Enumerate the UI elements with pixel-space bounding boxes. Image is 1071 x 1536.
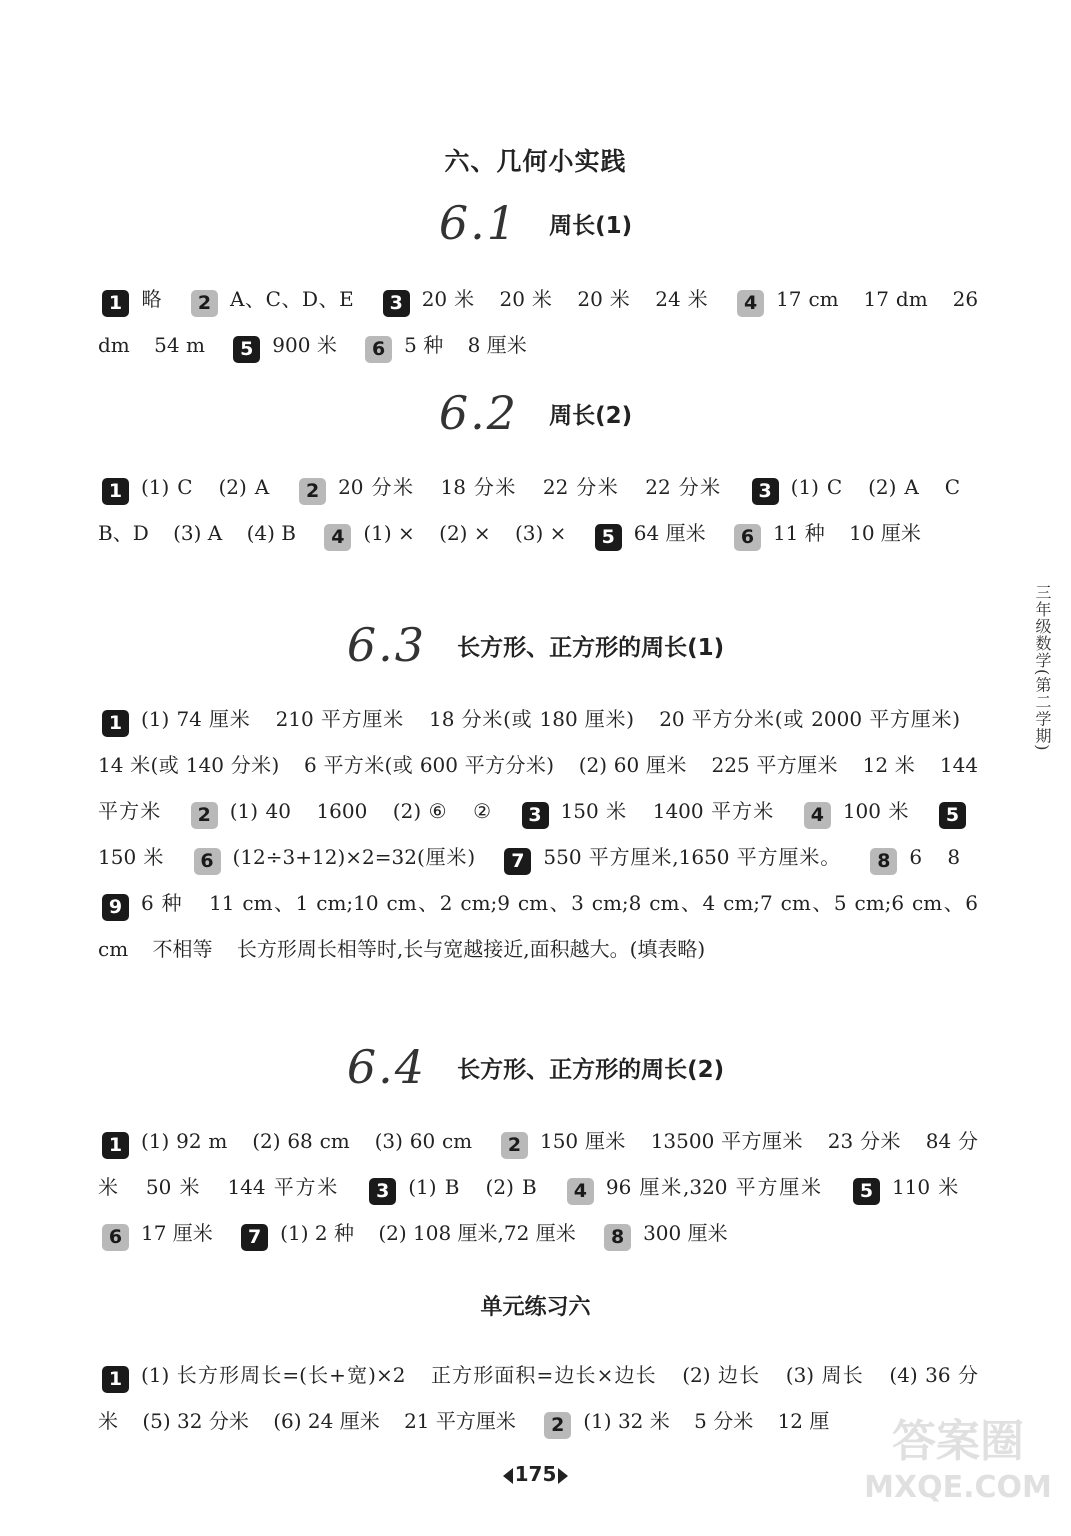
- answer-text: 23 分米: [827, 1129, 901, 1153]
- question-number-badge: 5: [595, 524, 622, 551]
- question-number-badge: 1: [102, 1366, 129, 1393]
- question-number-badge: 3: [369, 1178, 396, 1205]
- answer-text: 17 厘米: [141, 1221, 213, 1245]
- answer-text: 900 米: [272, 333, 337, 357]
- question-number-badge: 6: [734, 524, 761, 551]
- answer-text: 1400 平方米: [652, 799, 775, 823]
- answer-text: 14 米(或 140 分米): [98, 753, 280, 777]
- answer-text: 6 种: [141, 891, 184, 915]
- answer-text: 略: [141, 287, 163, 311]
- answer-text: 64 厘米: [633, 521, 706, 545]
- answer-text: 12 厘: [777, 1409, 830, 1433]
- question-number-badge: 5: [939, 802, 966, 829]
- section-heading-6-3: [0, 618, 1071, 672]
- question-number-badge: 1: [102, 710, 129, 737]
- question-item: [518, 799, 800, 826]
- answer-text: 20 平方分米(或 2000 平方厘米): [659, 707, 960, 731]
- answer-text: 长方形周长相等时,长与宽越接近,面积越大。(填表略): [236, 937, 706, 961]
- question-number-badge: 4: [567, 1178, 594, 1205]
- page-number-text: 175: [514, 1462, 557, 1486]
- answer-text: (1) ×: [363, 521, 415, 545]
- answer-text: 50 米: [145, 1175, 202, 1199]
- answer-text: 12 米: [862, 753, 916, 777]
- question-item: [591, 521, 730, 548]
- question-number-badge: 1: [102, 290, 129, 317]
- answer-text: 84 分米: [98, 1129, 978, 1199]
- question-item: [237, 1221, 600, 1248]
- answer-text: 20 米: [499, 287, 553, 311]
- triangle-right-icon: [558, 1468, 568, 1484]
- question-item: [295, 475, 748, 502]
- question-number-badge: 3: [383, 290, 410, 317]
- answer-text: 24 米: [655, 287, 709, 311]
- question-number-badge: 7: [504, 848, 531, 875]
- question-item: [98, 475, 295, 502]
- answer-text: (1) 32 米: [583, 1409, 670, 1433]
- watermark-line-1: 答案圈: [892, 1416, 1024, 1467]
- question-item: [98, 287, 187, 314]
- answer-text: 150 厘米: [539, 1129, 626, 1153]
- question-number-badge: 8: [604, 1224, 631, 1251]
- section-title: 长方形、正方形的周长(2): [457, 1056, 725, 1083]
- answer-text: 21 平方厘米: [404, 1409, 516, 1433]
- unit-practice-title: 单元练习六: [480, 1295, 591, 1320]
- answer-text: 110 米: [891, 1175, 961, 1199]
- answer-text: 8: [947, 845, 961, 869]
- answer-text: 10 厘米: [849, 521, 921, 545]
- answer-text: 300 厘米: [643, 1221, 728, 1245]
- answer-text: (1) 2 种: [280, 1221, 354, 1245]
- section-heading-6-2: [0, 386, 1071, 440]
- answer-text: 20 米: [577, 287, 631, 311]
- section-title: 周长(1): [549, 212, 633, 239]
- question-item: [320, 521, 590, 548]
- answer-text: 20 米: [421, 287, 475, 311]
- answer-text: (1) C: [141, 475, 193, 499]
- answer-text: 17 cm: [776, 287, 839, 311]
- question-number-badge: 9: [102, 894, 129, 921]
- answer-text: C: [944, 475, 961, 499]
- question-number-badge: 3: [752, 478, 779, 505]
- question-number-badge: 2: [191, 290, 218, 317]
- answer-text: B、D: [98, 521, 149, 545]
- answer-text: 22 分米: [645, 475, 722, 499]
- answer-text: (12÷3+12)×2=32(厘米): [232, 845, 476, 869]
- section-number: 6.2: [438, 386, 519, 440]
- question-item: [187, 287, 379, 314]
- answer-text: (2) 边长: [682, 1363, 761, 1387]
- answer-text: (5) 32 分米: [142, 1409, 249, 1433]
- section-number: 6.3: [346, 618, 427, 672]
- watermark-line-2: MXQE.COM: [864, 1470, 1052, 1505]
- answer-text: 18 分米(或 180 厘米): [429, 707, 635, 731]
- answer-text: (3) 60 cm: [374, 1129, 473, 1153]
- answer-text: 8 厘米: [467, 333, 527, 357]
- answer-text: 11 种: [772, 521, 825, 545]
- watermark: [863, 1414, 1053, 1524]
- section-title: 长方形、正方形的周长(1): [457, 634, 725, 661]
- question-number-badge: 3: [522, 802, 549, 829]
- answer-text: 13500 平方厘米: [650, 1129, 803, 1153]
- answer-text: 96 厘米,320 平方厘米: [605, 1175, 823, 1199]
- question-number-badge: 1: [102, 1132, 129, 1159]
- question-number-badge: 1: [102, 478, 129, 505]
- question-number-badge: 7: [241, 1224, 268, 1251]
- answer-text: 225 平方厘米: [711, 753, 838, 777]
- section-heading-6-1: [0, 196, 1071, 250]
- answer-text: 54 m: [154, 333, 205, 357]
- answer-text: (4) 36 分米: [98, 1363, 979, 1433]
- answer-text: (3) 周长: [785, 1363, 864, 1387]
- question-number-badge: 4: [804, 802, 831, 829]
- section-answers-6-1: [98, 276, 978, 368]
- answer-text: A、C、D、E: [230, 287, 354, 311]
- question-item: [849, 1175, 978, 1202]
- question-number-badge: 6: [102, 1224, 129, 1251]
- question-number-badge: 4: [737, 290, 764, 317]
- answer-text: 5 种: [404, 333, 444, 357]
- question-item: [361, 333, 545, 360]
- question-number-badge: 5: [233, 336, 260, 363]
- answer-text: 17 dm: [863, 287, 928, 311]
- section-heading-6-4: [0, 1040, 1071, 1094]
- question-item: [500, 845, 866, 872]
- answer-text: 6: [909, 845, 923, 869]
- answer-text: (1) B: [408, 1175, 460, 1199]
- question-item: [190, 845, 501, 872]
- triangle-left-icon: [503, 1468, 513, 1484]
- answer-text: (1) 92 m: [141, 1129, 228, 1153]
- answer-text: (2) 108 厘米,72 厘米: [378, 1221, 576, 1245]
- answer-text: 11 cm、1 cm;10 cm、2 cm;9 cm、3 cm;8 cm、4 cm;7 cm、5 cm;6 cm、6 cm: [98, 891, 978, 961]
- answer-text: (1) 40: [229, 799, 291, 823]
- answer-text: 150 米: [98, 845, 165, 869]
- answer-text: 144 平方米: [98, 753, 979, 823]
- question-number-badge: 2: [544, 1412, 571, 1439]
- section-number: 6.4: [346, 1040, 427, 1094]
- answer-text: 5 分米: [694, 1409, 754, 1433]
- answer-text: 550 平方厘米,1650 平方厘米。: [543, 845, 842, 869]
- question-item: [187, 799, 518, 826]
- question-number-badge: 2: [501, 1132, 528, 1159]
- question-item: [600, 1221, 746, 1248]
- section-answers-6-4: [98, 1118, 978, 1256]
- section-answers-6-3: [98, 696, 978, 972]
- answer-text: (2) 60 厘米: [578, 753, 687, 777]
- answer-text: 18 分米: [440, 475, 517, 499]
- question-item: [98, 1221, 237, 1248]
- question-number-badge: 6: [194, 848, 221, 875]
- answer-text: 1600: [316, 799, 368, 823]
- unit-practice-answers: [98, 1352, 978, 1444]
- answer-text: 22 分米: [542, 475, 620, 499]
- answer-text: (2) 68 cm: [252, 1129, 350, 1153]
- question-item: [866, 845, 978, 872]
- question-item: [540, 1409, 847, 1436]
- answer-text: (2) B: [485, 1175, 537, 1199]
- answer-text: (2) A: [868, 475, 919, 499]
- section-number: 6.1: [438, 196, 519, 250]
- answer-text: (2) ×: [439, 521, 491, 545]
- answer-text: (2) ⑥: [392, 799, 448, 823]
- question-item: [365, 1175, 563, 1202]
- answer-text: 100 米: [842, 799, 910, 823]
- answer-text: 正方形面积=边长×边长: [430, 1363, 657, 1387]
- answer-text: (1) C: [790, 475, 843, 499]
- question-number-badge: 5: [853, 1178, 880, 1205]
- answer-text: (1) 长方形周长=(长+宽)×2: [141, 1363, 406, 1387]
- answer-text: (2) A: [218, 475, 270, 499]
- question-item: [730, 521, 939, 548]
- answer-text: (4) B: [246, 521, 296, 545]
- answer-text: 6 平方米(或 600 平方分米): [304, 753, 555, 777]
- question-number-badge: 6: [365, 336, 392, 363]
- question-item: [98, 1129, 497, 1156]
- chapter-title: 六、几何小实践: [444, 147, 627, 176]
- answer-text: 210 平方厘米: [275, 707, 404, 731]
- question-item: [800, 799, 935, 826]
- answer-text: 不相等: [152, 937, 213, 961]
- answer-text: 150 米: [560, 799, 628, 823]
- question-item: [229, 333, 361, 360]
- question-number-badge: 2: [299, 478, 326, 505]
- section-title: 周长(2): [549, 402, 633, 429]
- answer-text: 20 分米: [338, 475, 415, 499]
- answer-text: (6) 24 厘米: [273, 1409, 380, 1433]
- answer-text: 144 平方米: [227, 1175, 340, 1199]
- answer-text: (3) ×: [514, 521, 567, 545]
- answer-text: 26 dm: [98, 287, 979, 357]
- question-item: [98, 891, 978, 961]
- answer-text: (1) 74 厘米: [141, 707, 251, 731]
- question-item: [563, 1175, 849, 1202]
- answer-text: ②: [473, 799, 493, 823]
- question-number-badge: 2: [191, 802, 218, 829]
- section-answers-6-2: [98, 464, 978, 556]
- question-item: [379, 287, 733, 314]
- question-number-badge: 8: [870, 848, 897, 875]
- question-number-badge: 4: [324, 524, 351, 551]
- side-margin-label: 三年级数学(第二学期): [1033, 584, 1052, 752]
- answer-text: (3) A: [173, 521, 223, 545]
